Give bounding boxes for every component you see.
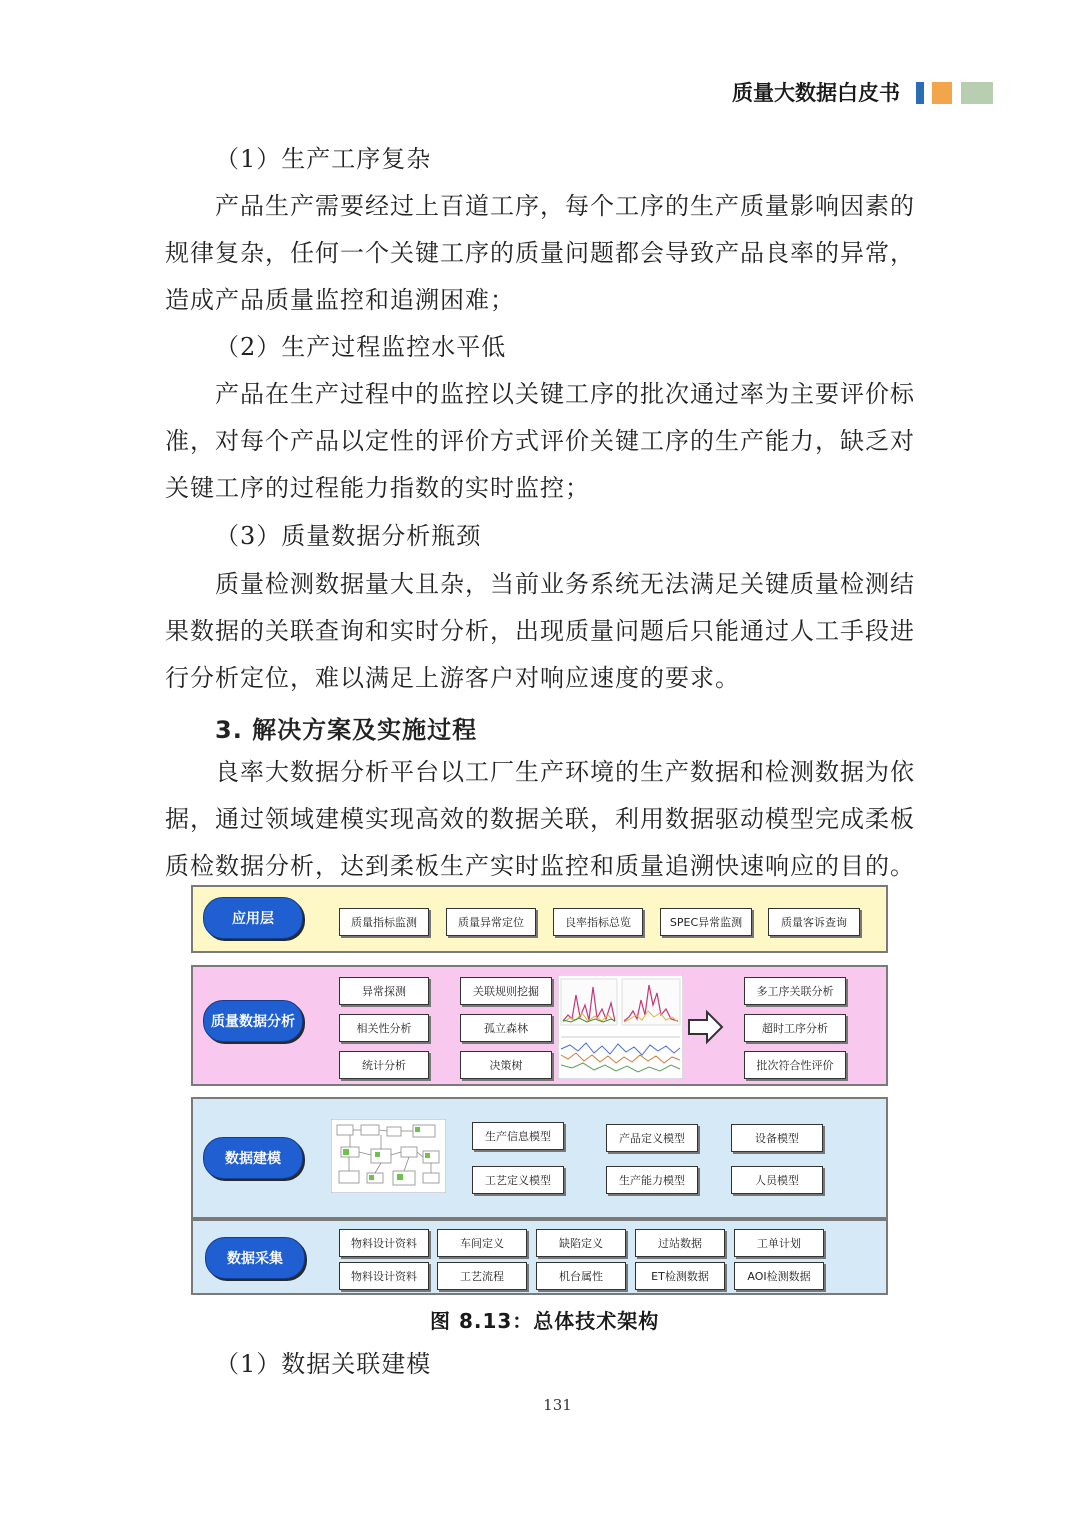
collect-box-6: 物料设计资料 bbox=[339, 1262, 429, 1290]
app-module-3: 良率指标总览 bbox=[553, 908, 643, 936]
model-box-1: 生产信息模型 bbox=[472, 1122, 564, 1150]
analysis-mid-3: 决策树 bbox=[460, 1051, 552, 1079]
collect-box-5: 工单计划 bbox=[734, 1229, 824, 1257]
header-bar-green bbox=[961, 82, 993, 104]
layer-tag-analysis: 质量数据分析 bbox=[203, 1000, 303, 1042]
model-box-6: 人员模型 bbox=[731, 1166, 823, 1194]
layer-application bbox=[191, 885, 888, 953]
analysis-mid-1: 关联规则挖掘 bbox=[460, 977, 552, 1005]
app-module-2: 质量异常定位 bbox=[446, 908, 536, 936]
model-box-4: 工艺定义模型 bbox=[472, 1166, 564, 1194]
analysis-left-2: 相关性分析 bbox=[339, 1014, 429, 1042]
layer-analysis bbox=[191, 965, 888, 1086]
app-module-4: SPEC异常监测 bbox=[660, 908, 752, 936]
collect-box-8: 机台属性 bbox=[536, 1262, 626, 1290]
analysis-mid-2: 孤立森林 bbox=[460, 1014, 552, 1042]
header-bar-orange bbox=[932, 82, 952, 104]
layer-tag-collection: 数据采集 bbox=[205, 1237, 305, 1279]
analysis-right-3: 批次符合性评价 bbox=[744, 1051, 846, 1079]
subheading-2: （2）生产过程监控水平低 bbox=[215, 333, 507, 361]
layer-tag-application: 应用层 bbox=[203, 897, 303, 939]
paragraph-2: 产品在生产过程中的监控以关键工序的批次通过率为主要评价标准，对每个产品以定性的评价方式评价关键工序的生产能力，缺乏对关键工序的过程能力指数的实时监控； bbox=[165, 380, 915, 502]
paragraph-4: 良率大数据分析平台以工厂生产环境的生产数据和检测数据为依据，通过领域建模实现高效的数据关联，利用数据驱动模型完成柔板质检数据分析，达到柔板生产实时监控和质量追溯快速响应的目的。 bbox=[165, 758, 915, 880]
analysis-right-1: 多工序关联分析 bbox=[744, 977, 846, 1005]
subheading-1: （1）生产工序复杂 bbox=[215, 145, 432, 173]
analysis-left-3: 统计分析 bbox=[339, 1051, 429, 1079]
figure-caption: 图 8.13：总体技术架构 bbox=[430, 1309, 660, 1333]
layer-collection bbox=[191, 1219, 888, 1295]
analysis-chart-thumbnail bbox=[558, 975, 683, 1079]
page-number: 131 bbox=[543, 1396, 572, 1414]
analysis-left-1: 异常探测 bbox=[339, 977, 429, 1005]
document-header-title: 质量大数据白皮书 bbox=[732, 81, 900, 105]
app-module-1: 质量指标监测 bbox=[339, 908, 429, 936]
section-heading: 3. 解决方案及实施过程 bbox=[215, 716, 478, 744]
architecture-diagram bbox=[191, 885, 886, 1295]
collect-box-4: 过站数据 bbox=[635, 1229, 725, 1257]
collect-box-7: 工艺流程 bbox=[437, 1262, 527, 1290]
analysis-right-2: 超时工序分析 bbox=[744, 1014, 846, 1042]
collect-box-3: 缺陷定义 bbox=[536, 1229, 626, 1257]
collect-box-10: AOI检测数据 bbox=[734, 1262, 824, 1290]
subheading-4: （1）数据关联建模 bbox=[215, 1350, 432, 1378]
layer-modeling bbox=[191, 1097, 888, 1219]
model-box-2: 产品定义模型 bbox=[606, 1124, 698, 1152]
paragraph-3: 质量检测数据量大且杂，当前业务系统无法满足关键质量检测结果数据的关联查询和实时分析，出现质量问题后只能通过人工手段进行分析定位，难以满足上游客户对响应速度的要求。 bbox=[165, 570, 915, 692]
layer-tag-modeling: 数据建模 bbox=[203, 1137, 303, 1179]
model-box-3: 设备模型 bbox=[731, 1124, 823, 1152]
collect-box-9: ET检测数据 bbox=[635, 1262, 725, 1290]
collect-box-1: 物料设计资料 bbox=[339, 1229, 429, 1257]
app-module-5: 质量客诉查询 bbox=[768, 908, 860, 936]
model-box-5: 生产能力模型 bbox=[606, 1166, 698, 1194]
model-diagram-thumbnail bbox=[331, 1119, 446, 1193]
collect-box-2: 车间定义 bbox=[437, 1229, 527, 1257]
right-arrow-icon bbox=[687, 1009, 725, 1045]
paragraph-1: 产品生产需要经过上百道工序，每个工序的生产质量影响因素的规律复杂，任何一个关键工序的质量问题都会导致产品良率的异常，造成产品质量监控和追溯困难； bbox=[165, 192, 915, 314]
header-bar-blue bbox=[916, 82, 924, 104]
subheading-3: （3）质量数据分析瓶颈 bbox=[215, 522, 482, 550]
